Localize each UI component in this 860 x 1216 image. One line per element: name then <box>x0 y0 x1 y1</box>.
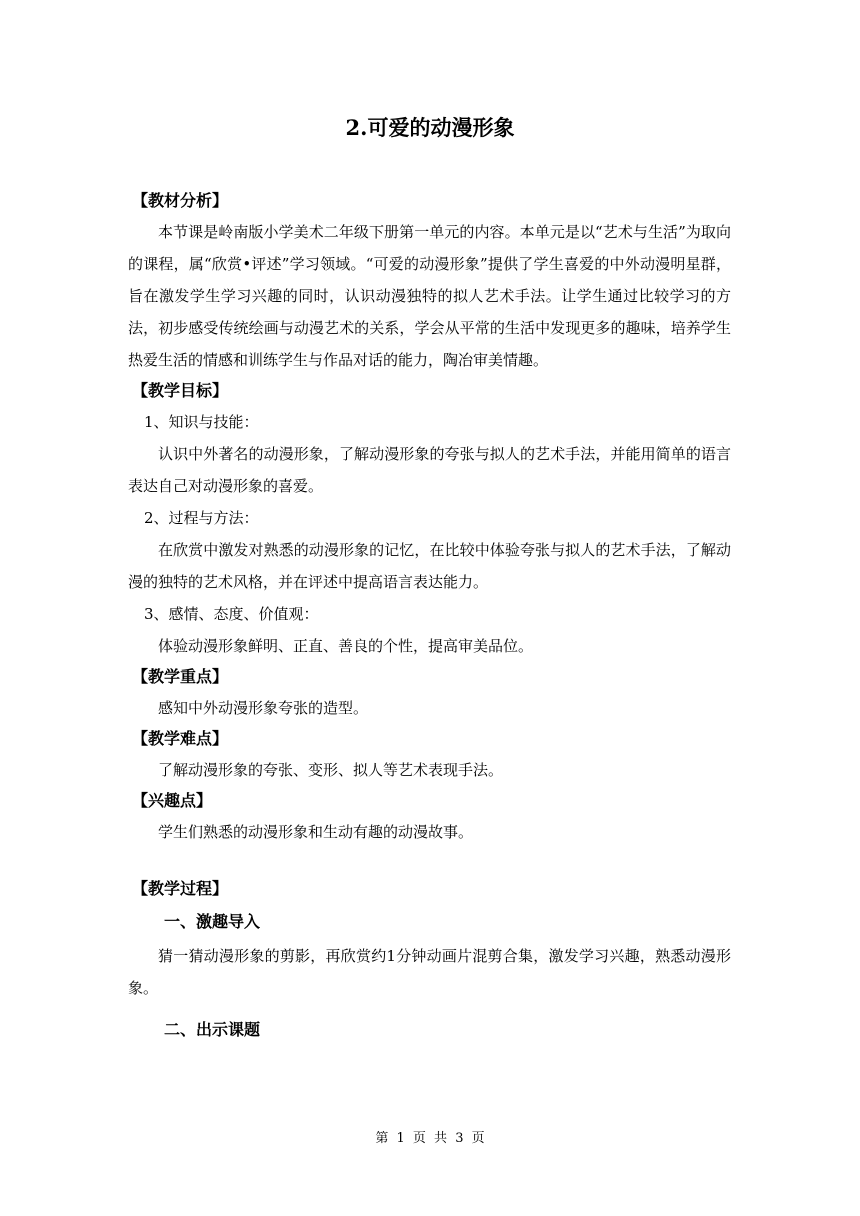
objective-label-3: 3、感情、态度、价值观： <box>144 605 319 623</box>
section-heading-process: 【教学过程】 <box>132 879 229 898</box>
document-body <box>128 186 731 1048</box>
section-heading-objectives: 【教学目标】 <box>132 381 229 400</box>
page-indicator: 第 1 页 共 3 页 <box>375 1131 485 1146</box>
objective-label-2: 2、过程与方法： <box>144 509 259 527</box>
objective-body-3: 体验动漫形象鲜明、正直、善良的个性，提高审美品位。 <box>158 637 534 655</box>
interests-paragraph: 学生们熟悉的动漫形象和生动有趣的动漫故事。 <box>158 823 474 841</box>
objective-label-1: 1、知识与技能： <box>144 413 259 431</box>
section-heading-difficulties: 【教学难点】 <box>132 729 229 748</box>
process-step-label-2: 二、出示课题 <box>164 1020 261 1039</box>
spacer <box>128 1004 731 1012</box>
objective-body-2: 在欣赏中激发对熟悉的动漫形象的记忆，在比较中体验夸张与拟人的艺术手法，了解动漫的独特的艺术风格，并在评述中提高语言表达能力。 <box>128 541 731 591</box>
spacer <box>128 848 731 874</box>
process-step-body-1: 猜一猜动漫形象的剪影，再欣赏约1分钟动画片混剪合集，激发学习兴趣，熟悉动漫形象。 <box>128 947 731 997</box>
section-heading-key-points: 【教学重点】 <box>132 667 229 686</box>
process-step-label-1: 一、激趣导入 <box>164 912 261 931</box>
section-heading-analysis: 【教材分析】 <box>132 191 229 210</box>
analysis-paragraph: 本节课是岭南版小学美术二年级下册第一单元的内容。本单元是以“艺术与生活”为取向的课程，属“欣赏•评述”学习领域。“可爱的动漫形象”提供了学生喜爱的中外动漫明星群，旨在激发学生学习兴趣的同时，认识动漫独特的拟人艺术手法。让学生通过比较学习的方法，初步感受传统绘画与动漫艺术的关系，学会从平常的生活中发现更多的趣味，培养学生热爱生活的情感和训练学生与作品对话的能力，陶冶审美情趣。 <box>128 223 731 369</box>
objective-body-1: 认识中外著名的动漫形象，了解动漫形象的夸张与拟人的艺术手法，并能用简单的语言表达自己对动漫形象的喜爱。 <box>128 445 731 495</box>
document-title: 2.可爱的动漫形象 <box>345 115 515 140</box>
key-points-paragraph: 感知中外动漫形象夸张的造型。 <box>158 699 369 717</box>
difficulties-paragraph: 了解动漫形象的夸张、变形、拟人等艺术表现手法。 <box>158 761 504 779</box>
section-heading-interests: 【兴趣点】 <box>132 791 213 810</box>
